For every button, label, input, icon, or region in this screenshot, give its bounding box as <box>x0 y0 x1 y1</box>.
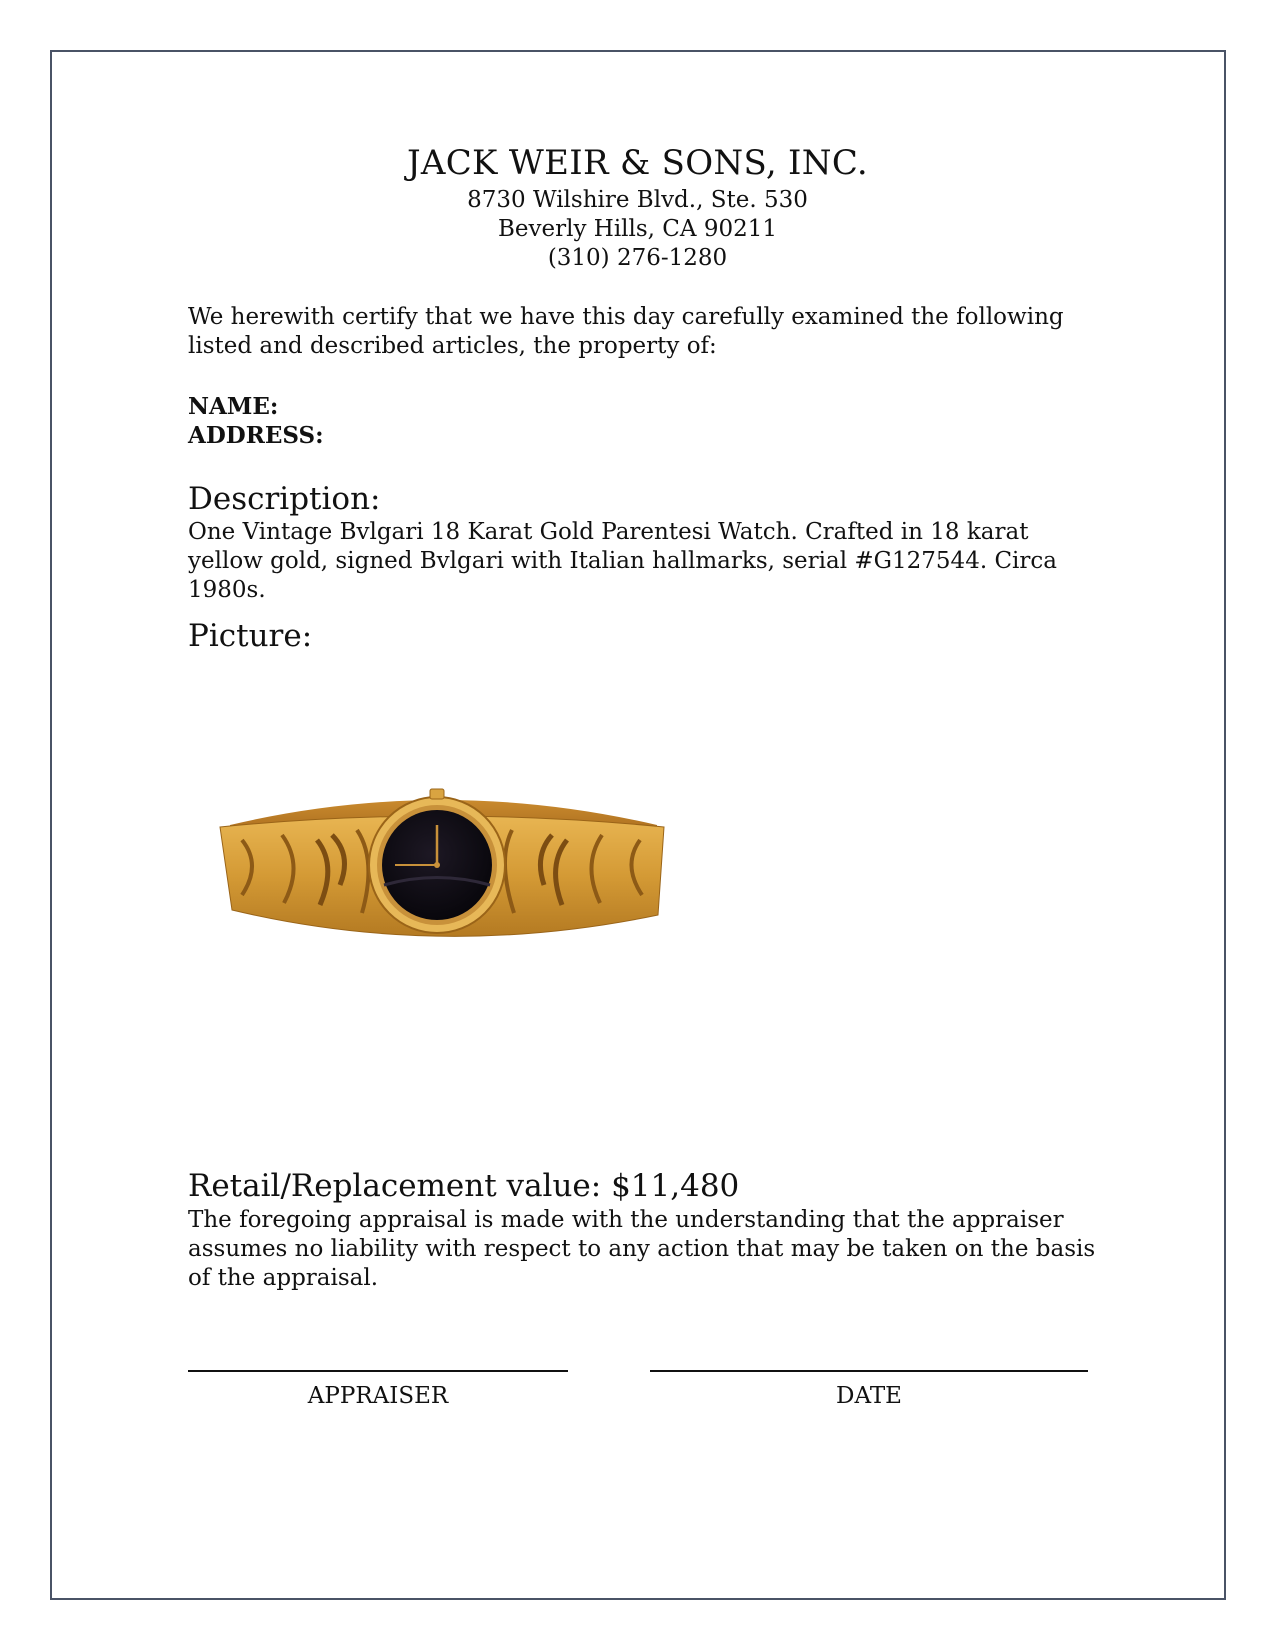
appraiser-signature-line <box>188 1370 568 1372</box>
company-address-line2: Beverly Hills, CA 90211 <box>497 216 777 242</box>
company-phone: (310) 276-1280 <box>547 245 728 271</box>
appraiser-label: APPRAISER <box>307 1383 449 1409</box>
date-signature-line <box>650 1370 1088 1372</box>
picture-heading: Picture: <box>188 618 313 654</box>
certification-statement: We herewith certify that we have this day carefully examined the following listed and described articles, the property of: <box>188 304 1064 359</box>
watch-photo <box>212 785 672 985</box>
retail-value-heading: Retail/Replacement value: $11,480 <box>188 1168 740 1204</box>
company-name: JACK WEIR & SONS, INC. <box>406 143 869 183</box>
company-address-line1: 8730 Wilshire Blvd., Ste. 530 <box>467 187 808 213</box>
owner-address-label: ADDRESS: <box>188 422 324 449</box>
description-text: One Vintage Bvlgari 18 Karat Gold Parentesi Watch. Crafted in 18 karat yellow gold, signed Bvlgari with Italian hallmarks, serial #G127544. Circa 1980s. <box>188 519 1057 603</box>
owner-name-label: NAME: <box>188 393 279 420</box>
date-label: DATE <box>836 1383 902 1409</box>
description-heading: Description: <box>188 481 381 517</box>
appraisal-disclaimer: The foregoing appraisal is made with the understanding that the appraiser assumes no liability with respect to any action that may be taken on the basis of the appraisal. <box>188 1207 1096 1291</box>
